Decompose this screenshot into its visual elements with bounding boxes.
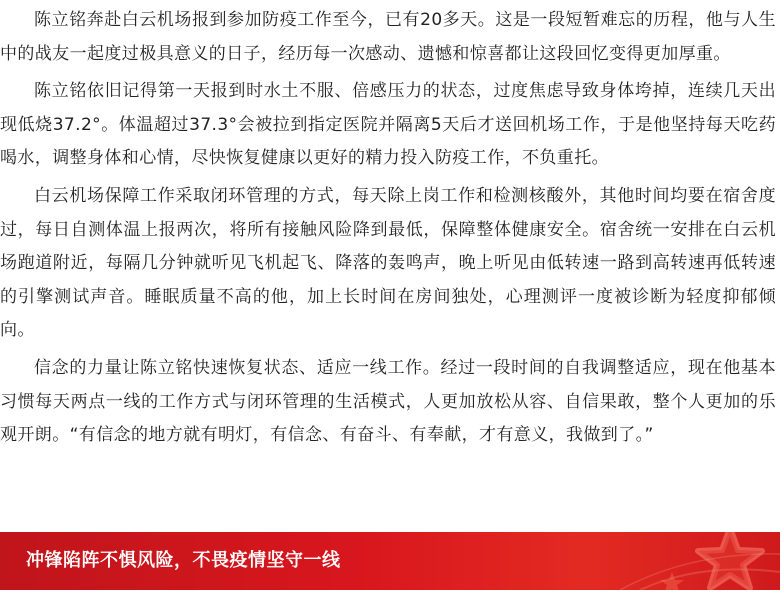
paragraph-4: 信念的力量让陈立铭快速恢复状态、适应一线工作。经过一段时间的自我调整适应，现在他基本习惯每天两点一线的工作方式与闭环管理的生活模式，人更加放松从容、自信果敢，整个人更加的乐观开朗。“有信念的地方就有明灯，有信念、有奋斗、有奉献，才有意义，我做到了。” — [0, 357, 776, 446]
star-decoration — [580, 532, 780, 590]
bottom-margin — [0, 590, 780, 602]
paragraph-1: 陈立铭奔赴白云机场报到参加防疫工作至今，已有20多天。这是一段短暂难忘的历程，他与人生中的战友一起度过极具意义的日子，经历每一次感动、遗憾和惊喜都让这段回忆变得更加厚重。 — [0, 10, 776, 64]
paragraph-2: 陈立铭依旧记得第一天报到时水土不服、倍感压力的状态，过度焦虑导致身体垮掉，连续几天出现低烧37.2°。体温超过37.3°会被拉到指定医院并隔离5天后才送回机场工作，于是他坚持每天吃药喝水，调整身体和心情，尽快恢复健康以更好的精力投入防疫工作，不负重托。 — [0, 81, 776, 169]
banner-title: 冲锋陷阵不惧风险，不畏疫情坚守一线 — [26, 550, 341, 571]
section-banner — [0, 532, 780, 590]
paragraph-3: 白云机场保障工作采取闭环管理的方式，每天除上岗工作和检测核酸外，其他时间均要在宿舍度过，每日自测体温上报两次，将所有接触风险降到最低，保障整体健康安全。宿舍统一安排在白云机场跑道附近，每隔几分钟就听见飞机起飞、降落的轰鸣声，晚上听见由低转速一路到高转速再低转速的引擎测试声音。睡眠质量不高的他，加上长时间在房间独处，心理测评一度被诊断为轻度抑郁倾向。 — [0, 185, 776, 341]
